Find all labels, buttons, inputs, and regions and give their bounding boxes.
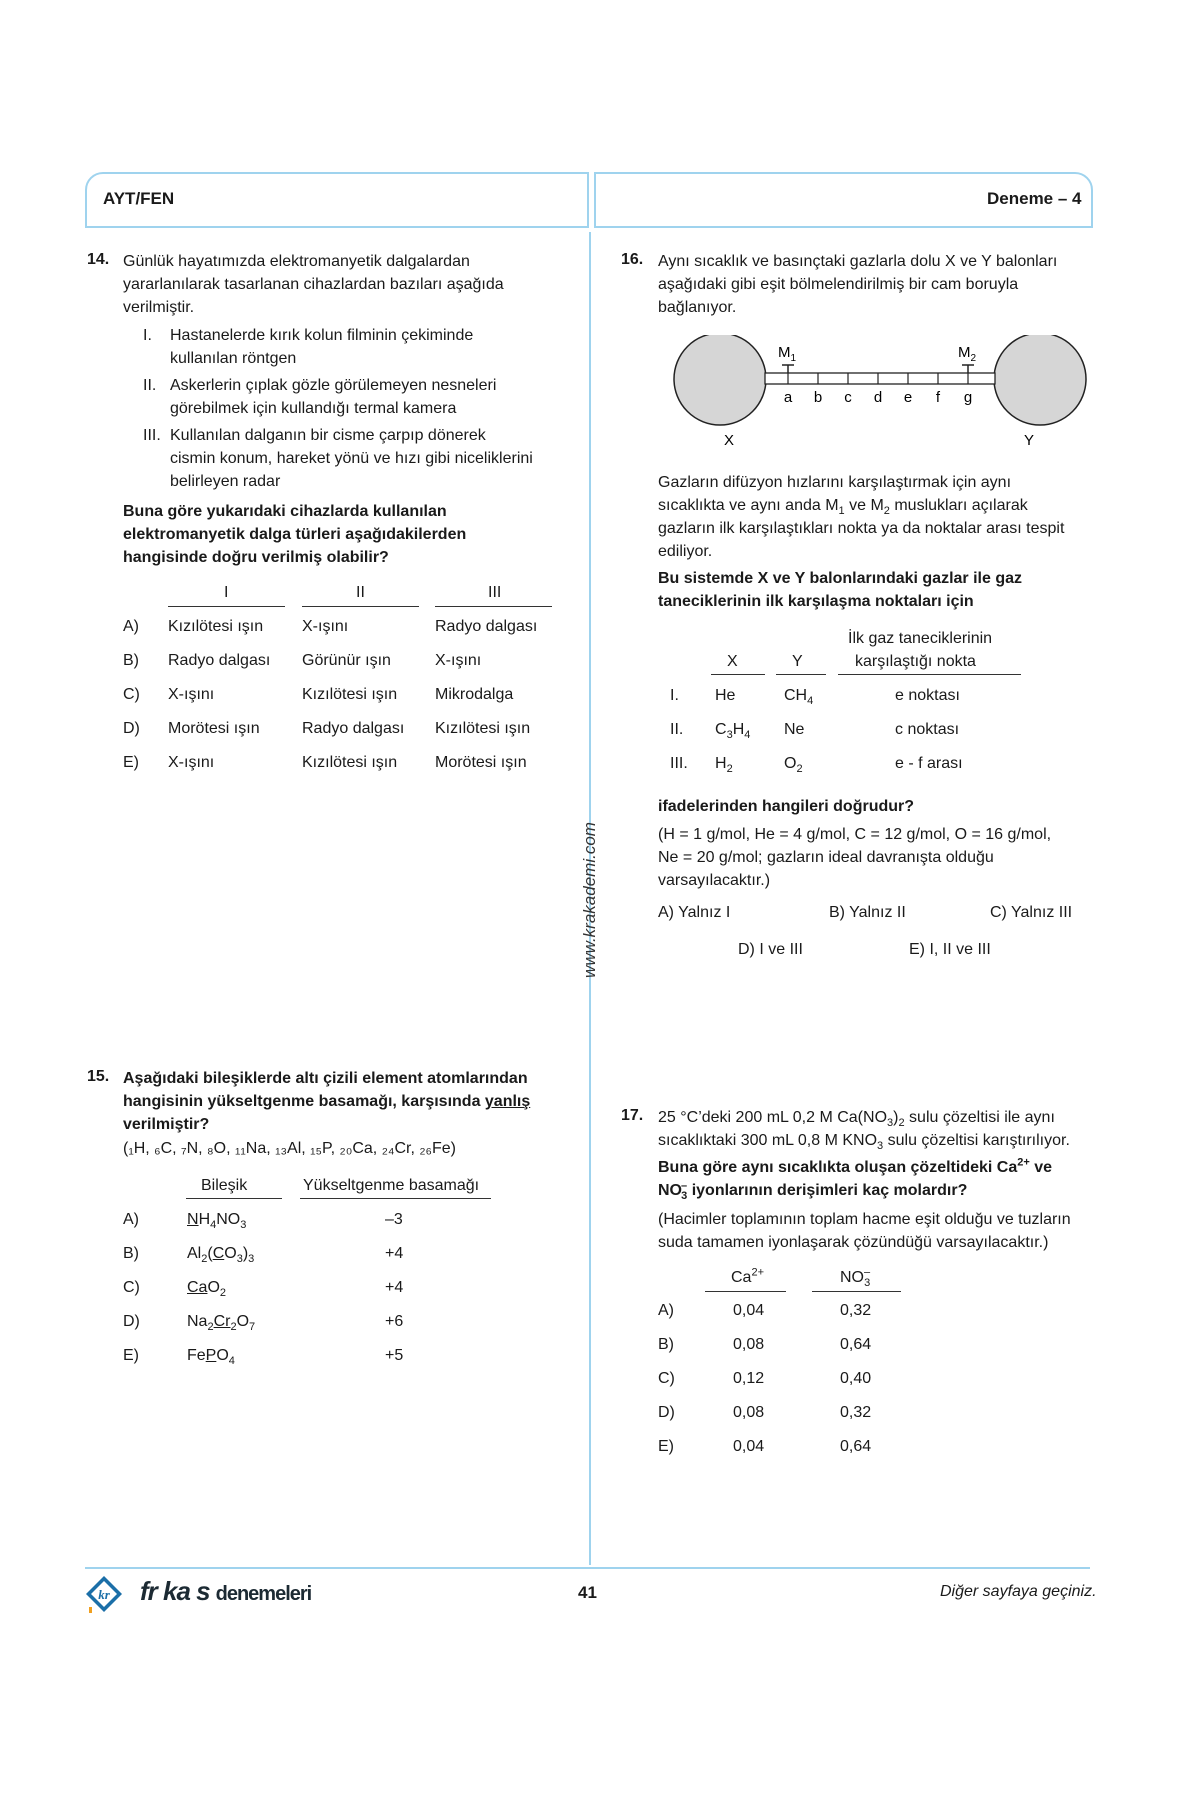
brand-logo bbox=[140, 1576, 311, 1607]
q16-row-1-point: e noktası bbox=[895, 687, 960, 704]
balloon-y-label: Y bbox=[1024, 432, 1035, 449]
q16-th-x-rule bbox=[711, 674, 765, 675]
q17-th-no3-rule bbox=[812, 1291, 901, 1292]
q16-answer-d[interactable]: D) I ve III bbox=[738, 941, 803, 958]
m1-label: $M_1$ bbox=[778, 344, 797, 364]
brand-logo-text: fr ka s bbox=[140, 1576, 210, 1606]
q17-option-d-letter: D) bbox=[658, 1404, 675, 1421]
q14-option-a-ii: X-ışını bbox=[302, 618, 349, 635]
q16-th-y-rule bbox=[776, 674, 826, 675]
exam-title: AYT/FEN bbox=[103, 189, 175, 208]
q16-row-1-x: He bbox=[715, 687, 736, 704]
q16-th-point-1: İlk gaz taneciklerinin bbox=[848, 630, 993, 647]
q17-option-e-no3: 0,64 bbox=[840, 1438, 872, 1455]
q14-option-d-i: Morötesi ışın bbox=[168, 720, 260, 737]
q17-option-e-ca: 0,04 bbox=[733, 1438, 765, 1455]
q15-th-compound-rule bbox=[186, 1198, 282, 1199]
svg-text:d: d bbox=[873, 389, 883, 406]
next-page-note: Diğer sayfaya geçiniz. bbox=[940, 1583, 1097, 1600]
q16-text: Gazların difüzyon hızlarını karşılaştırmak için aynı sıcaklıkta ve aynı anda $M_1$ ve $M_2$ muslukları açılarak gazların ilk karşılaştıkları nokta ya da noktalar arası tespit ediliyor. bbox=[658, 474, 1065, 560]
q14-option-b-i: Radyo dalgası bbox=[168, 652, 271, 669]
q16-answer-e[interactable]: E) I, II ve III bbox=[909, 941, 991, 958]
q15-option-d-letter: D) bbox=[123, 1313, 140, 1330]
q16-note: (H = 1 g/mol, He = 4 g/mol, C = 12 g/mol, O = 16 g/mol, Ne = 20 g/mol; gazların ideal davranışta olduğu varsayılacaktır.) bbox=[658, 826, 1052, 889]
q14-option-c-i: X-ışını bbox=[168, 686, 215, 703]
q17-note: (Hacimler toplamının toplam hacme eşit olduğu ve tuzların suda tamamen iyonlaşarak çözündüğü varsayılacaktır.) bbox=[658, 1211, 1071, 1251]
q16-intro: Aynı sıcaklık ve basınçtaki gazlarla dolu X ve Y balonları aşağıdaki gibi eşit bölmelendirilmiş bir cam boruyla bağlanıyor. bbox=[658, 253, 1058, 316]
q16-row-1-y: $CH_4$ bbox=[784, 687, 814, 708]
brand-logo-suffix: denemeleri bbox=[215, 1583, 312, 1605]
q15-th-oxidation-rule bbox=[300, 1198, 491, 1199]
q14-col-2-rule bbox=[302, 606, 419, 607]
point-labels bbox=[784, 389, 972, 406]
q16-th-y: Y bbox=[792, 653, 803, 670]
q17-option-e-letter: E) bbox=[658, 1438, 674, 1455]
q17-option-b-ca: 0,08 bbox=[733, 1336, 765, 1353]
q15-option-a-compound[interactable]: $NH_4NO_3$ bbox=[187, 1211, 247, 1232]
balloon-y bbox=[994, 335, 1086, 425]
q17-option-d-ca: 0,08 bbox=[733, 1404, 765, 1421]
q14-intro: Günlük hayatımızda elektromanyetik dalgalardan yararlanılarak tasarlanan cihazlardan bazıları aşağıda verilmiştir. bbox=[123, 253, 504, 316]
q17-option-c-no3: 0,40 bbox=[840, 1370, 872, 1387]
website-watermark: www.krakademi.com bbox=[580, 822, 599, 978]
q17-option-c-letter: C) bbox=[658, 1370, 675, 1387]
m2-label: $M_2$ bbox=[958, 344, 977, 364]
q15-question: Aşağıdaki bileşiklerde altı çizili element atomlarından hangisinin yükseltgenme basamağı, karşısında yanlış verilmiştir? bbox=[123, 1070, 531, 1133]
svg-text:g: g bbox=[963, 389, 973, 406]
q14-option-e-letter: E) bbox=[123, 754, 139, 771]
svg-text:b: b bbox=[813, 389, 823, 406]
q16-th-point-2: karşılaştığı nokta bbox=[855, 653, 976, 670]
q14-col-1: I bbox=[224, 584, 229, 601]
q16-question: Bu sistemde X ve Y balonlarındaki gazlar ile gaz taneciklerinin ilk karşılaşma noktaları için bbox=[658, 570, 1022, 610]
q14-col-2: II bbox=[356, 584, 365, 601]
q16-row-1-num: I. bbox=[670, 687, 679, 704]
q14-option-b-letter: B) bbox=[123, 652, 139, 669]
q15-option-c-compound[interactable]: CaO$_2$ bbox=[187, 1279, 227, 1300]
footer-rule bbox=[85, 1567, 1090, 1569]
q16-row-3-y: $O_2$ bbox=[784, 755, 803, 776]
q14-item-1: I. Hastanelerde kırık kolun filminin çekiminde kullanılan röntgen bbox=[143, 327, 474, 367]
q16-answer-a[interactable]: A) Yalnız I bbox=[658, 904, 731, 921]
q15-option-e-letter: E) bbox=[123, 1347, 139, 1364]
q15-option-e-compound[interactable]: FePO$_4$ bbox=[187, 1347, 235, 1368]
q16-answer-c[interactable]: C) Yalnız III bbox=[990, 904, 1073, 921]
q14-option-b-iii: X-ışını bbox=[435, 652, 482, 669]
q14-option-e-ii: Kızılötesi ışın bbox=[302, 754, 398, 771]
q14-number: 14. bbox=[87, 251, 110, 268]
q17-th-no3: $NO^-_3$ bbox=[840, 1266, 871, 1290]
q17-option-a-letter: A) bbox=[658, 1302, 674, 1319]
q17-option-a-ca: 0,04 bbox=[733, 1302, 765, 1319]
q15-option-d-compound[interactable]: $Na_2Cr_2O_7$ bbox=[187, 1313, 256, 1334]
q15-option-c-value: +4 bbox=[385, 1279, 404, 1296]
q15-option-b-letter: B) bbox=[123, 1245, 139, 1262]
q16-th-point-rule bbox=[838, 674, 1021, 675]
q17-option-a-no3: 0,32 bbox=[840, 1302, 872, 1319]
q14-question: Buna göre yukarıdaki cihazlarda kullanılan elektromanyetik dalga türleri aşağıdakilerden hangisinde doğru verilmiş olabilir? bbox=[123, 503, 467, 566]
q15-th-oxidation: Yükseltgenme basamağı bbox=[303, 1177, 480, 1194]
q16-question-end: ifadelerinden hangileri doğrudur? bbox=[658, 798, 915, 815]
svg-text:e: e bbox=[903, 389, 913, 406]
q16-th-x: X bbox=[727, 653, 738, 670]
q15-option-c-letter: C) bbox=[123, 1279, 140, 1296]
q15-number: 15. bbox=[87, 1068, 110, 1085]
valve-m1 bbox=[782, 365, 794, 373]
q15-option-a-value: –3 bbox=[385, 1211, 403, 1228]
q15-option-b-value: +4 bbox=[385, 1245, 404, 1262]
q15-option-e-value: +5 bbox=[385, 1347, 404, 1364]
q15-th-compound: Bileşik bbox=[201, 1177, 248, 1194]
balloon-x-label: X bbox=[724, 432, 735, 449]
q17-option-c-ca: 0,12 bbox=[733, 1370, 765, 1387]
q14-option-a-iii: Radyo dalgası bbox=[435, 618, 538, 635]
q15-elements: (₁H, ₆C, ₇N, ₈O, ₁₁Na, ₁₃Al, ₁₅P, ₂₀Ca, ₂₄Cr, ₂₆Fe) bbox=[123, 1140, 456, 1157]
svg-text:kr: kr bbox=[98, 1587, 110, 1602]
q17-th-ca-rule bbox=[705, 1291, 786, 1292]
q14-item-3: III. Kullanılan dalganın bir cisme çarpıp dönerek cismin konum, hareket yönü ve hızı gibi niceliklerini belirleyen radar bbox=[143, 427, 533, 490]
q14-option-c-ii: Kızılötesi ışın bbox=[302, 686, 398, 703]
balloon-x bbox=[674, 335, 766, 425]
balloon-diagram bbox=[670, 335, 1090, 455]
q14-option-c-iii: Mikrodalga bbox=[435, 686, 514, 703]
q17-option-b-letter: B) bbox=[658, 1336, 674, 1353]
q17-intro: 25 °C’deki 200 mL 0,2 M $Ca(NO_3)_2$ sulu çözeltisi ile aynı sıcaklıktaki 300 mL 0,8 M $KNO_3$ sulu çözeltisi karıştırılıyor. bbox=[658, 1109, 1070, 1153]
q15-option-b-compound[interactable]: $Al_2(CO_3)_3$ bbox=[187, 1245, 255, 1266]
q16-row-3-num: III. bbox=[670, 755, 688, 772]
q14-col-3-rule bbox=[435, 606, 552, 607]
q16-row-2-x: $C_3H_4$ bbox=[715, 721, 751, 742]
page-number: 41 bbox=[578, 1583, 597, 1602]
q16-answer-b[interactable]: B) Yalnız II bbox=[829, 904, 906, 921]
publisher-logo-icon bbox=[84, 1574, 124, 1614]
svg-text:a: a bbox=[783, 389, 793, 406]
q16-row-3-x: $H_2$ bbox=[715, 755, 733, 776]
q14-col-1-rule bbox=[168, 606, 285, 607]
exam-number: Deneme – 4 bbox=[987, 189, 1082, 208]
q17-number: 17. bbox=[621, 1107, 644, 1124]
q14-option-a-i: Kızılötesi ışın bbox=[168, 618, 264, 635]
q16-row-3-point: e - f arası bbox=[895, 755, 963, 772]
q16-row-2-y: Ne bbox=[784, 721, 805, 738]
valve-m2 bbox=[962, 365, 974, 373]
q14-option-d-ii: Radyo dalgası bbox=[302, 720, 405, 737]
q14-item-2: II. Askerlerin çıplak gözle görülemeyen nesneleri görebilmek için kullandığı termal kamera bbox=[143, 377, 497, 417]
q14-col-3: III bbox=[488, 584, 502, 601]
svg-text:f: f bbox=[935, 389, 941, 406]
q14-option-e-iii: Morötesi ışın bbox=[435, 754, 527, 771]
q14-option-b-ii: Görünür ışın bbox=[302, 652, 391, 669]
q14-option-d-iii: Kızılötesi ışın bbox=[435, 720, 531, 737]
q17-option-b-no3: 0,64 bbox=[840, 1336, 872, 1353]
q17-question: Buna göre aynı sıcaklıkta oluşan çözeltideki $Ca^{2+}$ ve $NO^-_3$ iyonlarının derişimleri kaç molardır? bbox=[658, 1156, 1053, 1203]
q16-row-2-num: II. bbox=[670, 721, 684, 738]
q14-option-c-letter: C) bbox=[123, 686, 140, 703]
q17-option-d-no3: 0,32 bbox=[840, 1404, 872, 1421]
q15-option-d-value: +6 bbox=[385, 1313, 404, 1330]
q16-row-2-point: c noktası bbox=[895, 721, 960, 738]
glass-tube bbox=[765, 373, 995, 384]
q16-number: 16. bbox=[621, 251, 644, 268]
q14-option-e-i: X-ışını bbox=[168, 754, 215, 771]
q14-option-d-letter: D) bbox=[123, 720, 140, 737]
q14-option-a-letter: A) bbox=[123, 618, 139, 635]
q17-th-ca: $Ca^{2+}$ bbox=[731, 1266, 764, 1286]
svg-text:c: c bbox=[844, 389, 852, 406]
q15-option-a-letter: A) bbox=[123, 1211, 139, 1228]
